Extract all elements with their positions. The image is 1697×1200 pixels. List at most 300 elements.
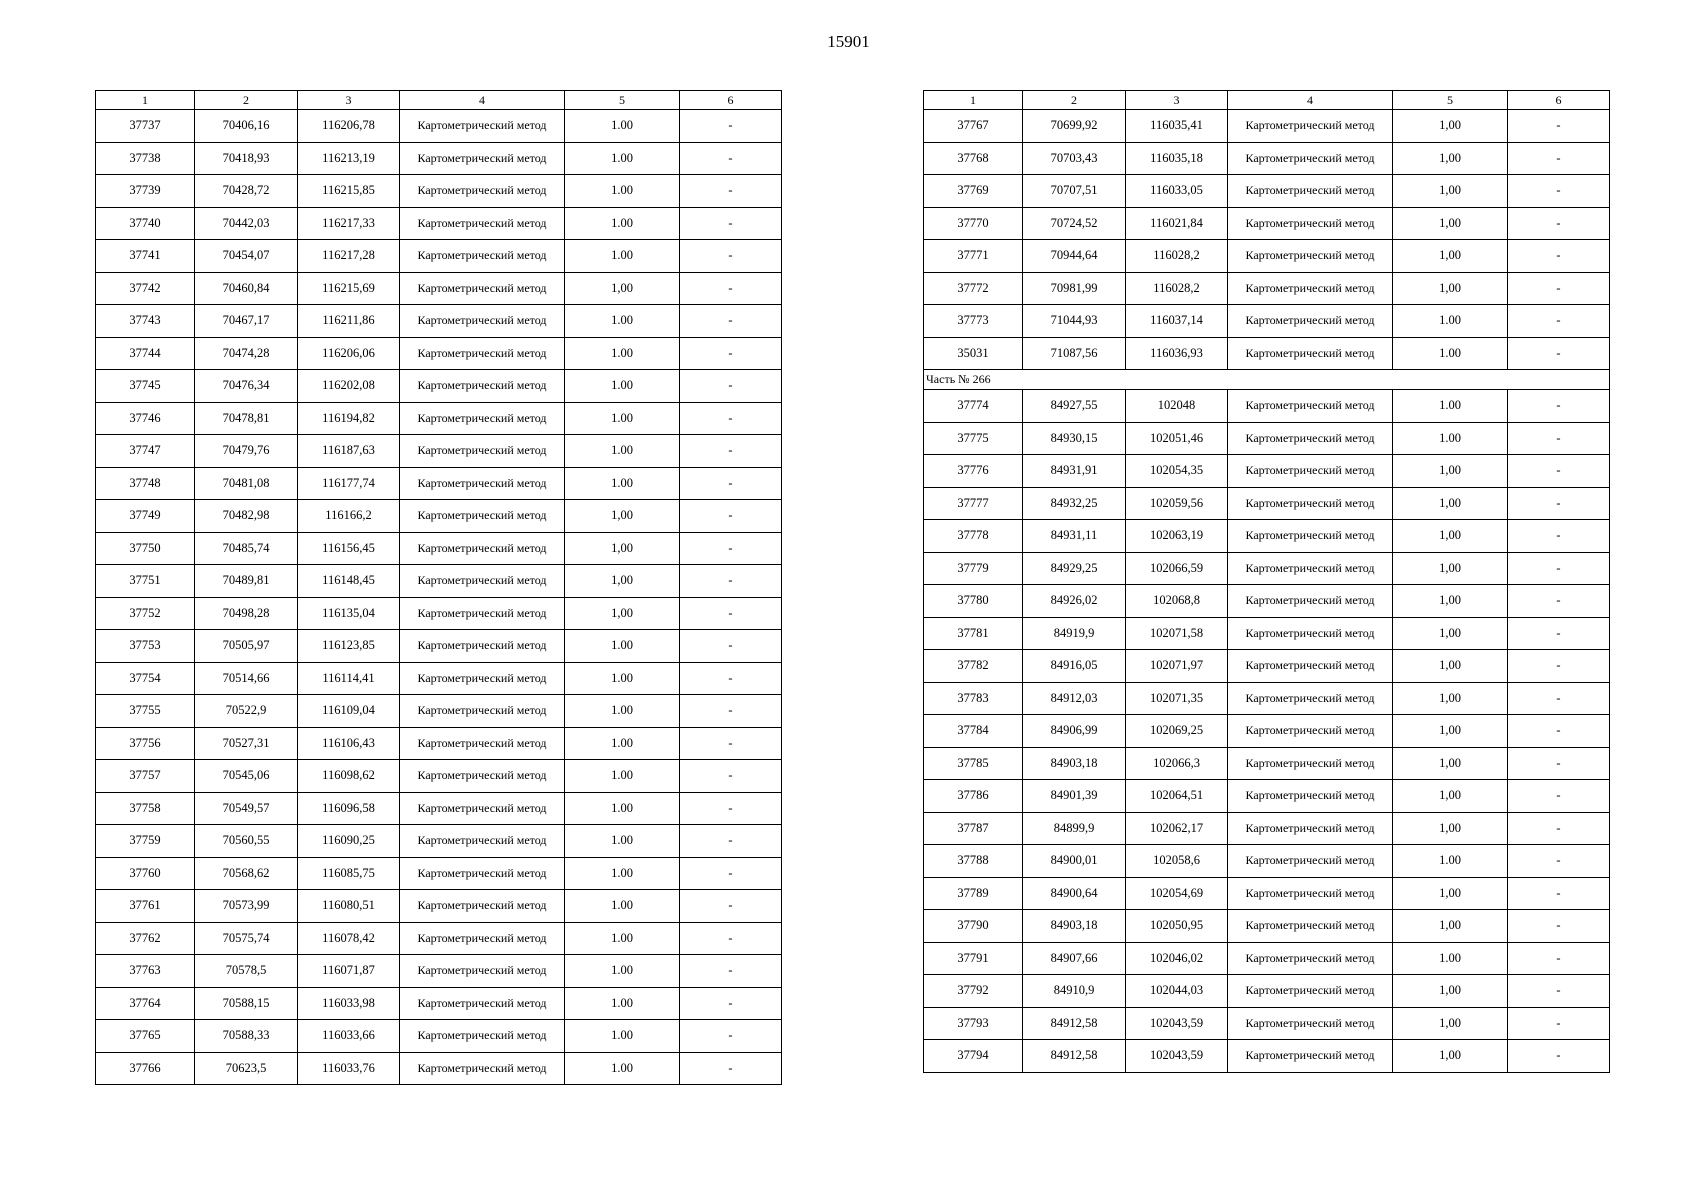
x-coordinate-cell: 70549,57 [195,792,298,825]
point-number-cell: 37756 [96,727,195,760]
x-coordinate-cell: 70428,72 [195,175,298,208]
table-row [924,812,1610,845]
point-number-cell: 37738 [96,142,195,175]
x-coordinate-cell: 84901,39 [1023,780,1126,813]
section-label: Часть № 266 [924,370,1610,390]
column-header: 6 [680,91,782,110]
table-row [924,682,1610,715]
point-number-cell: 37762 [96,922,195,955]
method-cell: Картометрический метод [1228,390,1393,423]
accuracy-cell: 1,00 [1393,1007,1508,1040]
accuracy-cell: 1,00 [1393,585,1508,618]
table-row [96,987,782,1020]
note-cell: - [1508,877,1610,910]
x-coordinate-cell: 84912,03 [1023,682,1126,715]
y-coordinate-cell: 102066,59 [1126,552,1228,585]
x-coordinate-cell: 84899,9 [1023,812,1126,845]
method-cell: Картометрический метод [1228,487,1393,520]
accuracy-cell: 1,00 [1393,747,1508,780]
point-number-cell: 37779 [924,552,1023,585]
method-cell: Картометрический метод [1228,422,1393,455]
y-coordinate-cell: 116033,66 [298,1020,400,1053]
x-coordinate-cell: 70588,15 [195,987,298,1020]
column-header: 1 [96,91,195,110]
y-coordinate-cell: 116090,25 [298,825,400,858]
method-cell: Картометрический метод [400,175,565,208]
y-coordinate-cell: 116114,41 [298,662,400,695]
accuracy-cell: 1.00 [1393,390,1508,423]
point-number-cell: 37765 [96,1020,195,1053]
accuracy-cell: 1.00 [1393,942,1508,975]
note-cell: - [680,402,782,435]
note-cell: - [680,630,782,663]
x-coordinate-cell: 70560,55 [195,825,298,858]
table-row [96,597,782,630]
y-coordinate-cell: 116033,76 [298,1052,400,1085]
accuracy-cell: 1.00 [565,890,680,923]
note-cell: - [680,727,782,760]
method-cell: Картометрический метод [400,955,565,988]
table-row [924,337,1610,370]
accuracy-cell: 1.00 [565,305,680,338]
y-coordinate-cell: 116148,45 [298,565,400,598]
x-coordinate-cell: 70588,33 [195,1020,298,1053]
point-number-cell: 37754 [96,662,195,695]
point-number-cell: 37790 [924,910,1023,943]
note-cell: - [1508,650,1610,683]
table-row [96,305,782,338]
accuracy-cell: 1,00 [1393,110,1508,143]
point-number-cell: 37764 [96,987,195,1020]
x-coordinate-cell: 70505,97 [195,630,298,663]
x-coordinate-cell: 70707,51 [1023,175,1126,208]
x-coordinate-cell: 70703,43 [1023,142,1126,175]
note-cell: - [1508,715,1610,748]
point-number-cell: 37773 [924,305,1023,338]
point-number-cell: 37742 [96,272,195,305]
point-number-cell: 37771 [924,240,1023,273]
method-cell: Картометрический метод [400,987,565,1020]
y-coordinate-cell: 102051,46 [1126,422,1228,455]
table-row [96,922,782,955]
table-body [96,110,782,1085]
x-coordinate-cell: 70481,08 [195,467,298,500]
method-cell: Картометрический метод [400,207,565,240]
method-cell: Картометрический метод [1228,240,1393,273]
x-coordinate-cell: 84903,18 [1023,910,1126,943]
table-row [924,175,1610,208]
y-coordinate-cell: 116217,28 [298,240,400,273]
x-coordinate-cell: 84931,11 [1023,520,1126,553]
method-cell: Картометрический метод [1228,305,1393,338]
accuracy-cell: 1.00 [565,727,680,760]
table-row [96,630,782,663]
table-row [924,272,1610,305]
note-cell: - [1508,175,1610,208]
accuracy-cell: 1,00 [1393,877,1508,910]
x-coordinate-cell: 70981,99 [1023,272,1126,305]
note-cell: - [680,337,782,370]
y-coordinate-cell: 102054,69 [1126,877,1228,910]
y-coordinate-cell: 102059,56 [1126,487,1228,520]
y-coordinate-cell: 102043,59 [1126,1007,1228,1040]
x-coordinate-cell: 70545,06 [195,760,298,793]
x-coordinate-cell: 84926,02 [1023,585,1126,618]
y-coordinate-cell: 102068,8 [1126,585,1228,618]
method-cell: Картометрический метод [400,142,565,175]
accuracy-cell: 1.00 [565,825,680,858]
note-cell: - [680,500,782,533]
x-coordinate-cell: 70724,52 [1023,207,1126,240]
point-number-cell: 37789 [924,877,1023,910]
accuracy-cell: 1,00 [1393,207,1508,240]
accuracy-cell: 1,00 [565,532,680,565]
point-number-cell: 37751 [96,565,195,598]
x-coordinate-cell: 84906,99 [1023,715,1126,748]
accuracy-cell: 1.00 [1393,305,1508,338]
note-cell: - [680,760,782,793]
accuracy-cell: 1.00 [565,207,680,240]
y-coordinate-cell: 116109,04 [298,695,400,728]
table-row [96,435,782,468]
x-coordinate-cell: 84931,91 [1023,455,1126,488]
table-row [924,877,1610,910]
note-cell: - [680,435,782,468]
table-row [924,747,1610,780]
accuracy-cell: 1.00 [565,402,680,435]
table-row [924,455,1610,488]
x-coordinate-cell: 84900,64 [1023,877,1126,910]
y-coordinate-cell: 116217,33 [298,207,400,240]
method-cell: Картометрический метод [1228,1040,1393,1073]
accuracy-cell: 1.00 [565,142,680,175]
note-cell: - [680,597,782,630]
accuracy-cell: 1,00 [1393,552,1508,585]
table-row [96,370,782,403]
accuracy-cell: 1.00 [565,1020,680,1053]
point-number-cell: 37753 [96,630,195,663]
x-coordinate-cell: 70573,99 [195,890,298,923]
accuracy-cell: 1.00 [565,110,680,143]
table-row [96,760,782,793]
note-cell: - [680,175,782,208]
accuracy-cell: 1,00 [1393,975,1508,1008]
x-coordinate-cell: 84910,9 [1023,975,1126,1008]
x-coordinate-cell: 70575,74 [195,922,298,955]
method-cell: Картометрический метод [1228,552,1393,585]
method-cell: Картометрический метод [400,1052,565,1085]
note-cell: - [1508,455,1610,488]
method-cell: Картометрический метод [400,467,565,500]
y-coordinate-cell: 102071,35 [1126,682,1228,715]
y-coordinate-cell: 116206,06 [298,337,400,370]
y-coordinate-cell: 102071,97 [1126,650,1228,683]
note-cell: - [1508,617,1610,650]
note-cell: - [1508,142,1610,175]
note-cell: - [1508,1040,1610,1073]
table-row [96,467,782,500]
point-number-cell: 37759 [96,825,195,858]
y-coordinate-cell: 116156,45 [298,532,400,565]
accuracy-cell: 1.00 [565,792,680,825]
y-coordinate-cell: 102071,58 [1126,617,1228,650]
point-number-cell: 37758 [96,792,195,825]
method-cell: Картометрический метод [1228,845,1393,878]
accuracy-cell: 1,00 [1393,715,1508,748]
page-number: 15901 [827,32,870,51]
y-coordinate-cell: 102050,95 [1126,910,1228,943]
table-row [924,650,1610,683]
table-header [924,91,1610,110]
point-number-cell: 37750 [96,532,195,565]
x-coordinate-cell: 70478,81 [195,402,298,435]
table-row [96,890,782,923]
point-number-cell: 37777 [924,487,1023,520]
table-row [924,552,1610,585]
note-cell: - [1508,390,1610,423]
x-coordinate-cell: 84912,58 [1023,1007,1126,1040]
note-cell: - [680,825,782,858]
table-row [96,337,782,370]
y-coordinate-cell: 102069,25 [1126,715,1228,748]
header-row [96,91,782,110]
right-coordinates-table [923,90,1610,1073]
accuracy-cell: 1,00 [1393,240,1508,273]
note-cell: - [680,955,782,988]
y-coordinate-cell: 102064,51 [1126,780,1228,813]
point-number-cell: 37749 [96,500,195,533]
table-row [96,1020,782,1053]
method-cell: Картометрический метод [1228,812,1393,845]
x-coordinate-cell: 70568,62 [195,857,298,890]
note-cell: - [1508,1007,1610,1040]
x-coordinate-cell: 84929,25 [1023,552,1126,585]
accuracy-cell: 1,00 [1393,455,1508,488]
note-cell: - [1508,585,1610,618]
point-number-cell: 37774 [924,390,1023,423]
table-row [924,142,1610,175]
table-row [924,422,1610,455]
x-coordinate-cell: 70578,5 [195,955,298,988]
accuracy-cell: 1.00 [565,630,680,663]
note-cell: - [680,922,782,955]
y-coordinate-cell: 116035,41 [1126,110,1228,143]
accuracy-cell: 1,00 [1393,780,1508,813]
accuracy-cell: 1,00 [1393,1040,1508,1073]
table-row [96,175,782,208]
accuracy-cell: 1,00 [1393,682,1508,715]
y-coordinate-cell: 116028,2 [1126,240,1228,273]
x-coordinate-cell: 70623,5 [195,1052,298,1085]
point-number-cell: 37772 [924,272,1023,305]
point-number-cell: 37776 [924,455,1023,488]
y-coordinate-cell: 102063,19 [1126,520,1228,553]
note-cell: - [1508,110,1610,143]
note-cell: - [1508,520,1610,553]
y-coordinate-cell: 102054,35 [1126,455,1228,488]
x-coordinate-cell: 84916,05 [1023,650,1126,683]
table-row [96,402,782,435]
method-cell: Картометрический метод [1228,877,1393,910]
table-row [96,825,782,858]
column-header: 6 [1508,91,1610,110]
note-cell: - [680,857,782,890]
table-row [924,305,1610,338]
point-number-cell: 37788 [924,845,1023,878]
point-number-cell: 37763 [96,955,195,988]
column-header: 2 [1023,91,1126,110]
table-row [96,955,782,988]
point-number-cell: 37778 [924,520,1023,553]
x-coordinate-cell: 71087,56 [1023,337,1126,370]
table-row [924,1007,1610,1040]
method-cell: Картометрический метод [400,240,565,273]
y-coordinate-cell: 116080,51 [298,890,400,923]
note-cell: - [1508,975,1610,1008]
table-row [96,142,782,175]
method-cell: Картометрический метод [400,565,565,598]
point-number-cell: 37785 [924,747,1023,780]
table-row [924,975,1610,1008]
method-cell: Картометрический метод [1228,682,1393,715]
accuracy-cell: 1.00 [565,922,680,955]
header-row [924,91,1610,110]
note-cell: - [680,1052,782,1085]
y-coordinate-cell: 116078,42 [298,922,400,955]
y-coordinate-cell: 116085,75 [298,857,400,890]
method-cell: Картометрический метод [400,110,565,143]
note-cell: - [1508,337,1610,370]
point-number-cell: 37757 [96,760,195,793]
x-coordinate-cell: 70944,64 [1023,240,1126,273]
method-cell: Картометрический метод [400,500,565,533]
x-coordinate-cell: 84900,01 [1023,845,1126,878]
x-coordinate-cell: 70514,66 [195,662,298,695]
x-coordinate-cell: 70479,76 [195,435,298,468]
method-cell: Картометрический метод [400,370,565,403]
point-number-cell: 37768 [924,142,1023,175]
y-coordinate-cell: 116123,85 [298,630,400,663]
point-number-cell: 37745 [96,370,195,403]
method-cell: Картометрический метод [400,305,565,338]
method-cell: Картометрический метод [400,272,565,305]
y-coordinate-cell: 116215,69 [298,272,400,305]
table-row [924,910,1610,943]
point-number-cell: 37766 [96,1052,195,1085]
note-cell: - [680,240,782,273]
column-header: 4 [1228,91,1393,110]
y-coordinate-cell: 116211,86 [298,305,400,338]
point-number-cell: 37783 [924,682,1023,715]
table-row [96,240,782,273]
table-row [96,207,782,240]
table-row [924,207,1610,240]
y-coordinate-cell: 116215,85 [298,175,400,208]
table-row [96,857,782,890]
table-row [924,240,1610,273]
left-coordinates-table [95,90,782,1085]
method-cell: Картометрический метод [400,760,565,793]
y-coordinate-cell: 102044,03 [1126,975,1228,1008]
x-coordinate-cell: 84912,58 [1023,1040,1126,1073]
table-header [96,91,782,110]
point-number-cell: 37741 [96,240,195,273]
y-coordinate-cell: 102046,02 [1126,942,1228,975]
x-coordinate-cell: 70474,28 [195,337,298,370]
point-number-cell: 37793 [924,1007,1023,1040]
table-row [924,1040,1610,1073]
accuracy-cell: 1.00 [565,662,680,695]
method-cell: Картометрический метод [1228,975,1393,1008]
point-number-cell: 37767 [924,110,1023,143]
table-body [924,110,1610,1073]
table-row [96,272,782,305]
point-number-cell: 35031 [924,337,1023,370]
y-coordinate-cell: 116033,98 [298,987,400,1020]
method-cell: Картометрический метод [1228,272,1393,305]
note-cell: - [680,792,782,825]
note-cell: - [1508,910,1610,943]
accuracy-cell: 1,00 [565,597,680,630]
method-cell: Картометрический метод [400,922,565,955]
table-row [924,520,1610,553]
accuracy-cell: 1.00 [565,467,680,500]
x-coordinate-cell: 70485,74 [195,532,298,565]
method-cell: Картометрический метод [1228,175,1393,208]
y-coordinate-cell: 116096,58 [298,792,400,825]
x-coordinate-cell: 70460,84 [195,272,298,305]
point-number-cell: 37784 [924,715,1023,748]
point-number-cell: 37780 [924,585,1023,618]
point-number-cell: 37746 [96,402,195,435]
method-cell: Картометрический метод [1228,617,1393,650]
method-cell: Картометрический метод [400,630,565,663]
note-cell: - [1508,272,1610,305]
accuracy-cell: 1,00 [1393,910,1508,943]
method-cell: Картометрический метод [1228,337,1393,370]
accuracy-cell: 1,00 [565,565,680,598]
point-number-cell: 37748 [96,467,195,500]
method-cell: Картометрический метод [400,532,565,565]
y-coordinate-cell: 116177,74 [298,467,400,500]
x-coordinate-cell: 70454,07 [195,240,298,273]
accuracy-cell: 1,00 [1393,617,1508,650]
y-coordinate-cell: 116098,62 [298,760,400,793]
x-coordinate-cell: 70476,34 [195,370,298,403]
x-coordinate-cell: 70489,81 [195,565,298,598]
method-cell: Картометрический метод [1228,142,1393,175]
note-cell: - [1508,682,1610,715]
note-cell: - [680,207,782,240]
y-coordinate-cell: 102043,59 [1126,1040,1228,1073]
point-number-cell: 37781 [924,617,1023,650]
accuracy-cell: 1.00 [565,240,680,273]
note-cell: - [1508,845,1610,878]
method-cell: Картометрический метод [400,792,565,825]
column-header: 3 [298,91,400,110]
method-cell: Картометрический метод [1228,110,1393,143]
note-cell: - [680,890,782,923]
method-cell: Картометрический метод [400,890,565,923]
table-row [924,845,1610,878]
method-cell: Картометрический метод [400,662,565,695]
note-cell: - [680,142,782,175]
note-cell: - [680,662,782,695]
table-row [96,792,782,825]
note-cell: - [1508,207,1610,240]
accuracy-cell: 1,00 [565,500,680,533]
accuracy-cell: 1,00 [1393,812,1508,845]
